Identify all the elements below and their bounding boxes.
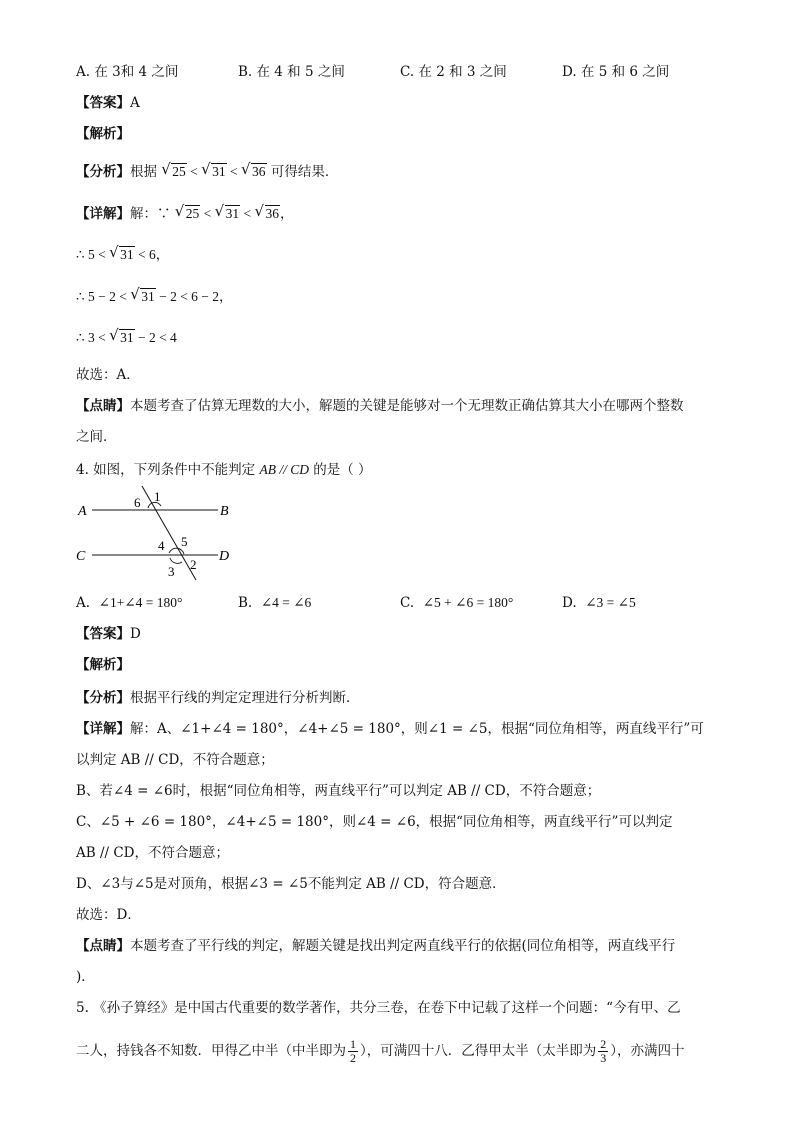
q4-choice: 故选：D． [76, 907, 141, 923]
q4-option-b: B. ∠4 = ∠6 [238, 595, 312, 611]
q3-option-c: C. 在 2 和 3 之间 [400, 64, 507, 80]
q3-comment-cont: 之间． [76, 429, 117, 445]
q3-comment: 【点睛】本题考查了估算无理数的大小，解题的关键是能够对一个无理数正确估算其大小在哪两个整数 [76, 398, 684, 414]
q5-stem-line1: 5. 《孙子算经》是中国古代重要的数学著作，共分三卷，在卷下中记载了这样一个问题：“今有甲、乙 [76, 1000, 681, 1016]
q3-choice: 故选：A． [76, 367, 140, 383]
label-d: D [219, 549, 230, 564]
fraction-two-thirds: $\frac{2}{3}$ [600, 1037, 607, 1065]
q4-analysis-tag: 【解析】 [76, 657, 130, 673]
q4-analysis: 【分析】根据平行线的判定定理进行分析判断． [76, 690, 360, 706]
angle-6-label: 6 [134, 495, 141, 510]
q5-stem-line2: 二人，持钱各不知数．甲得乙中半（中半即为 $\frac{1}{2}$ ），可满四十八．乙得甲太半（太半即为 $\frac{2}{3}$ ），亦满四十 [76, 1037, 685, 1065]
label-a: A [78, 504, 87, 519]
q4-detail-a-cont: 以判定 AB // CD，不符合题意； [76, 752, 274, 768]
q3-detail: 【详解】解：∵ √ 25 < √ 31 < √ 36， [76, 204, 734, 224]
label-c: C [76, 549, 86, 564]
q3-step-3: ∴ 3 < √ 31 − 2 < 4 [76, 328, 734, 348]
angle-1-label: 1 [154, 489, 161, 504]
fraction-one-half: $\frac{1}{2}$ [350, 1037, 356, 1065]
q4-detail-b: B、若∠4 = ∠6时，根据“同位角相等，两直线平行”可以判定 AB // CD，不符合题意； [76, 783, 601, 799]
q4-detail-d: D、∠3与∠5是对顶角，根据∠3 = ∠5不能判定 AB // CD，符合题意． [76, 876, 506, 892]
angle-3-label: 3 [168, 564, 175, 579]
q4-option-c: C. ∠5 + ∠6 = 180° [400, 595, 514, 611]
q4-stem: 4. 如图，下列条件中不能判定 AB // CD 的是（ ） [76, 462, 372, 478]
label-b: B [220, 504, 229, 519]
q3-analysis-tag: 【解析】 [76, 126, 130, 142]
angle-4-label: 4 [158, 538, 165, 553]
q3-analysis: 【分析】根据 √ 25 < √ 31 < √ 36 可得结果． [76, 162, 734, 182]
q4-comment: 【点睛】本题考查了平行线的判定，解题关键是找出判定两直线平行的依据(同位角相等，两直线平行 [76, 938, 676, 954]
q4-option-a: A. ∠1+∠4 = 180° [76, 595, 183, 611]
q4-answer: 【答案】D [76, 626, 141, 642]
q3-step-1: ∴ 5 < √ 31 < 6， [76, 245, 734, 265]
q4-comment-cont: )． [76, 969, 95, 985]
q3-option-a: A. 在 3和 4 之间 [76, 64, 179, 80]
q4-option-d: D. ∠3 = ∠5 [562, 595, 636, 611]
q4-detail-a: 【详解】解：A、∠1+∠4 = 180°，∠4+∠5 = 180°，则∠1 = ∠5，根据“同位角相等，两直线平行”可 [76, 721, 704, 737]
q4-detail-c-cont: AB // CD，不符合题意； [76, 845, 230, 861]
angle-5-label: 5 [181, 534, 188, 549]
q3-step-2: ∴ 5 − 2 < √ 31 − 2 < 6 − 2， [76, 287, 734, 307]
q3-option-b: B. 在 4 和 5 之间 [238, 64, 345, 80]
q3-answer: 【答案】A [76, 95, 140, 111]
angle-2-label: 2 [190, 557, 197, 572]
q3-option-d: D. 在 5 和 6 之间 [562, 64, 670, 80]
q4-detail-c: C、∠5 + ∠6 = 180°，∠4+∠5 = 180°，则∠4 = ∠6，根据“同位角相等，两直线平行”可以判定 [76, 814, 673, 830]
parallel-lines-figure [72, 482, 242, 582]
